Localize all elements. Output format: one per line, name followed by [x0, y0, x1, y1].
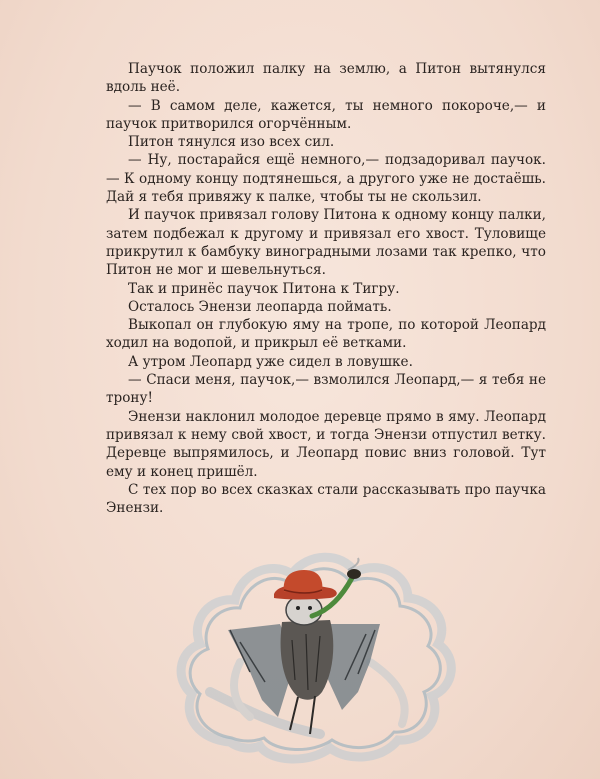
paragraph: — В самом деле, кажется, ты немного покороче,— и паучок притворился огорчённым. [106, 97, 546, 132]
paragraph: Энензи наклонил молодое деревце прямо в яму. Леопард привязал к нему свой хвост, и тогда Энензи отпустил ветку. Деревце выпрямилось, и Леопард повис вниз головой. Тут ему и конец пришёл. [106, 408, 546, 480]
paragraph: Осталось Энензи леопарда поймать. [128, 298, 392, 315]
paragraph: Так и принёс паучок Питона к Тигру. [128, 280, 400, 297]
paragraph: И паучок привязал голову Питона к одному концу палки, затем подбежал к другому и привязал его хвост. Туловище прикрутил к бамбуку виноградными лозами так крепко, что Питон не мог и шевельнуться. [106, 207, 546, 279]
paragraph: — Ну, постарайся ещё немного,— подзадоривал паучок.— К одному концу подтянешься, а другого уже не достаёшь. Дай я тебя привяжу к палке, чтобы ты не скользил. [106, 152, 546, 206]
paragraph: — Спаси меня, паучок,— взмолился Леопард,— я тебя не трону! [106, 372, 546, 407]
spider-illustration [170, 512, 465, 767]
story-text [106, 60, 546, 517]
spider-body [281, 620, 334, 734]
paragraph: А утром Леопард уже сидел в ловушке. [128, 353, 413, 370]
paragraph: Паучок положил палку на землю, а Питон вытянулся вдоль неё. [106, 61, 546, 96]
paragraph: С тех пор во всех сказках стали рассказывать про паучка Энензи. [106, 481, 546, 517]
paragraph: Питон тянулся изо всех сил. [128, 134, 335, 151]
paragraph: Выкопал он глубокую яму на тропе, по которой Леопард ходил на водопой, и прикрыл её ветками. [106, 317, 546, 352]
spider-head [286, 595, 322, 625]
